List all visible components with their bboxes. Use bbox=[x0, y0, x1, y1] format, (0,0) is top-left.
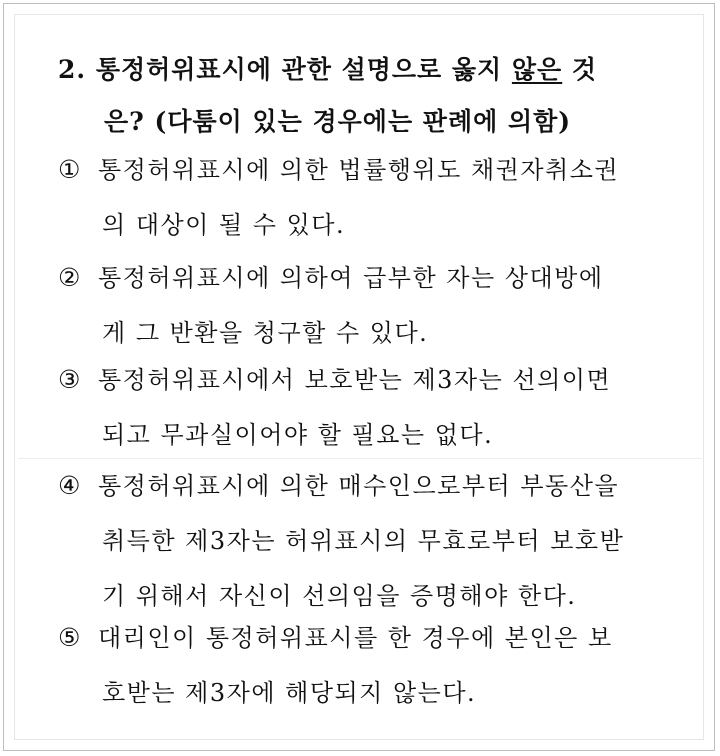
question-number: 2. bbox=[58, 55, 87, 84]
question-text-line2: 은? (다툼이 있는 경우에는 판례에 의함) bbox=[104, 107, 572, 136]
option-text-cont: 기 위해서 자신이 선의임을 증명해야 한다. bbox=[102, 582, 577, 610]
option-text-cont: 취득한 제3자는 허위표시의 무효로부터 보호받 bbox=[102, 527, 625, 555]
option-text: 통정허위표시에 의한 매수인으로부터 부동산을 bbox=[98, 472, 620, 500]
option-marker: ⑤ bbox=[58, 623, 82, 652]
question-text-end: 것 bbox=[562, 55, 598, 84]
option-text-cont: 되고 무과실이어야 할 필요는 없다. bbox=[102, 421, 494, 449]
option-marker: ② bbox=[58, 263, 82, 292]
option-marker: ① bbox=[58, 155, 82, 184]
option-text: 통정허위표시에 의하여 급부한 자는 상대방에 bbox=[98, 264, 604, 292]
answer-option-2[interactable] bbox=[58, 250, 688, 361]
answer-option-4[interactable] bbox=[58, 458, 688, 624]
question-text-start: 통정허위표시에 관한 설명으로 옳지 bbox=[95, 55, 512, 84]
option-marker: ④ bbox=[58, 471, 82, 500]
option-text: 통정허위표시에 의한 법률행위도 채권자취소권 bbox=[98, 156, 620, 184]
answer-option-1[interactable] bbox=[58, 142, 688, 253]
option-text: 대리인이 통정허위표시를 한 경우에 본인은 보 bbox=[98, 624, 613, 652]
option-marker: ③ bbox=[58, 365, 82, 394]
option-text-cont: 호받는 제3자에 해당되지 않는다. bbox=[102, 679, 477, 707]
option-text-cont: 게 그 반환을 청구할 수 있다. bbox=[102, 319, 429, 347]
answer-option-5[interactable] bbox=[58, 610, 688, 721]
answer-option-3[interactable] bbox=[58, 352, 688, 463]
option-text: 통정허위표시에서 보호받는 제3자는 선의이면 bbox=[98, 366, 612, 394]
option-text-cont: 의 대상이 될 수 있다. bbox=[102, 211, 346, 239]
question-stem bbox=[58, 44, 688, 148]
question-emphasis: 않은 bbox=[511, 55, 563, 84]
